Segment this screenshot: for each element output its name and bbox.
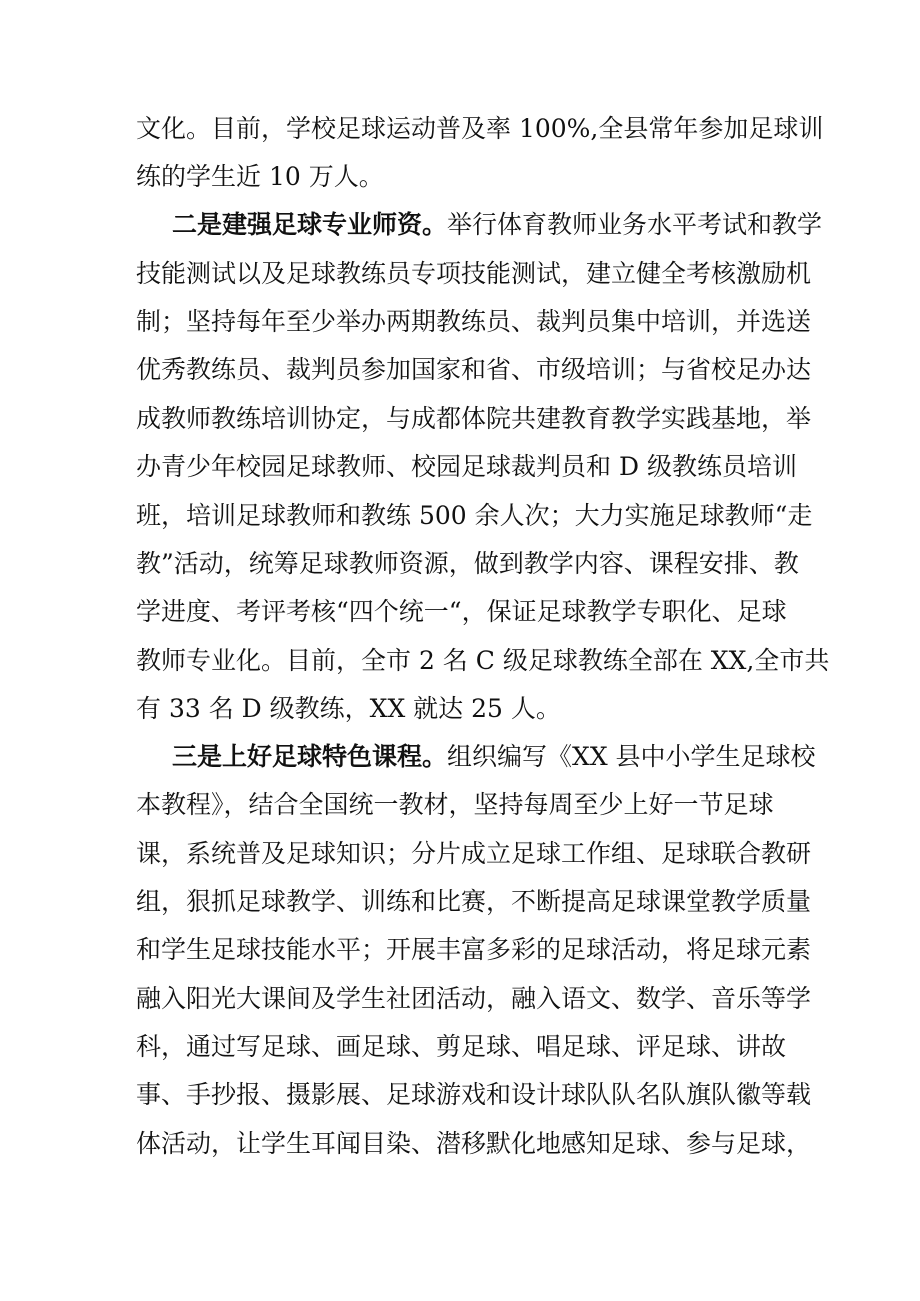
text-line: 融入阳光大课间及学生社团活动，融入语文、数学、音乐等学 (136, 984, 812, 1013)
text-line: 有 33 名 D 级教练，XX 就达 25 人。 (136, 694, 561, 723)
text-line: 本教程》，结合全国统一教材，坚持每周至少上好一节足球 (136, 790, 774, 819)
paragraph-text: 组织编写《XX 县中小学生足球校 (447, 742, 816, 771)
text-line: 和学生足球技能水平；开展丰富多彩的足球活动，将足球元素 (136, 935, 812, 964)
text-line: 教师专业化。目前，全市 2 名 C 级足球教练全部在 XX,全市共 (136, 646, 830, 675)
text-line: 班，培训足球教师和教练 500 余人次；大力实施足球教师“走 (136, 501, 813, 530)
text-line: 教”活动，统筹足球教师资源，做到教学内容、课程安排、教 (136, 549, 799, 578)
text-line: 办青少年校园足球教师、校园足球裁判员和 D 级教练员培训 (136, 452, 797, 481)
text-line: 科，通过写足球、画足球、剪足球、唱足球、评足球、讲故 (136, 1032, 787, 1061)
paragraph-heading: 二是建强足球专业师资。 (172, 210, 448, 239)
paragraph-heading: 三是上好足球特色课程。 (172, 742, 448, 771)
text-line: 事、手抄报、摄影展、足球游戏和设计球队队名队旗队徽等载 (136, 1080, 812, 1109)
paragraph-text: 举行体育教师业务水平考试和教学 (447, 210, 823, 239)
text-line: 学进度、考评考核“四个统一“，保证足球教学专职化、足球 (136, 597, 787, 626)
text-line: 制；坚持每年至少举办两期教练员、裁判员集中培训，并选送 (136, 307, 812, 336)
paragraph-first-line (172, 742, 816, 772)
text-line: 练的学生近 10 万人。 (136, 162, 384, 191)
text-line: 课，系统普及足球知识；分片成立足球工作组、足球联合教研 (136, 839, 812, 868)
text-line: 技能测试以及足球教练员专项技能测试，建立健全考核激励机 (136, 259, 812, 288)
text-line: 组，狠抓足球教学、训练和比赛，不断提高足球课堂教学质量 (136, 887, 812, 916)
text-line: 成教师教练培训协定，与成都体院共建教育教学实践基地，举 (136, 404, 812, 433)
paragraph-first-line (172, 210, 822, 240)
text-line: 优秀教练员、裁判员参加国家和省、市级培训；与省校足办达 (136, 355, 812, 384)
text-line: 体活动，让学生耳闻目染、潜移默化地感知足球、参与足球， (136, 1129, 812, 1158)
text-line: 文化。目前，学校足球运动普及率 100%,全县常年参加足球训 (136, 114, 824, 143)
